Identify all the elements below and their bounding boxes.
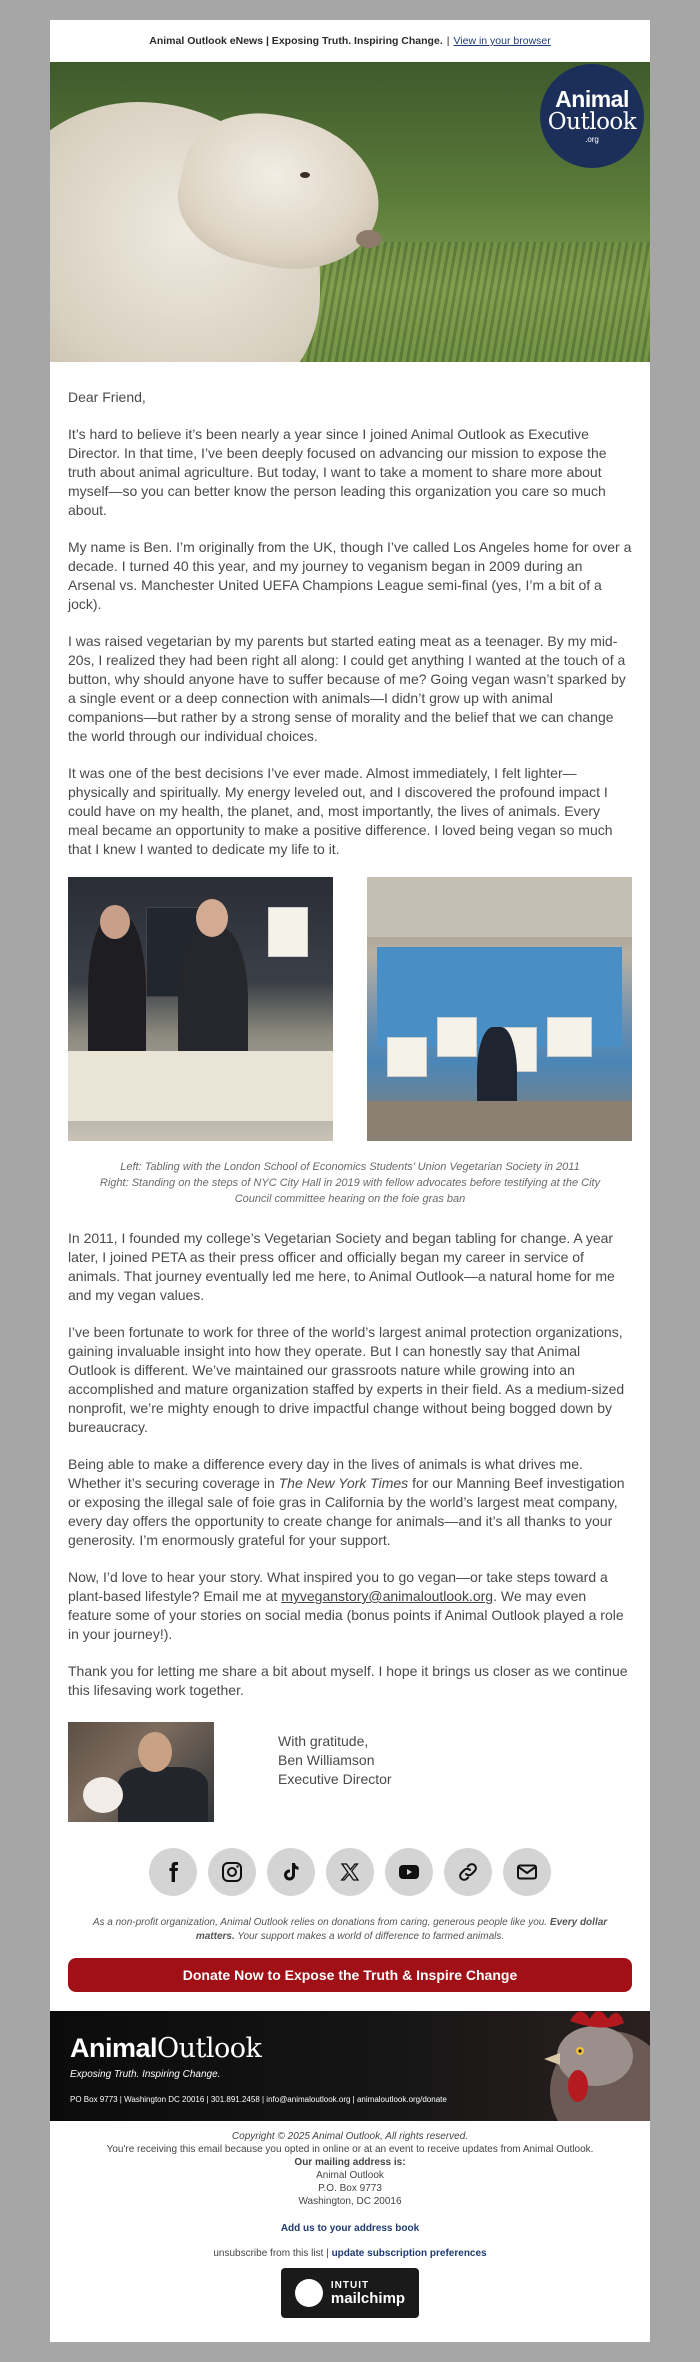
add-to-address-book-link[interactable]: Add us to your address book: [280, 2223, 420, 2234]
paragraph-7: Being able to make a difference every day in the lives of animals is what drives me. Whether it’s securing coverage in The New York Times for our Manning Beef investigation or exposing the illegal sale of foie gras in California by the world’s largest meat company, every day offers the opportunity to create change for animals—and it’s all thanks to your generosity. I’m enormously grateful for your support.: [68, 1456, 625, 1548]
social-links: [50, 1848, 650, 1896]
mailchimp-badge[interactable]: INTUIT mailchimp: [281, 2268, 419, 2318]
subscription-links: unsubscribe from this list | update subscription preferences: [213, 2248, 487, 2259]
footer-address: PO Box 9773 | Washington DC 20016 | 301.891.2458 | info@animaloutlook.org | animaloutlook.org/donate: [70, 2095, 447, 2104]
unsubscribe-link[interactable]: unsubscribe from this list: [213, 2248, 324, 2259]
opt-in-note: You're receiving this email because you opted in online or at an event to receive updates from Animal Outlook.: [106, 2144, 594, 2155]
x-icon[interactable]: [326, 1848, 374, 1896]
signature-block: [50, 1718, 650, 1822]
paragraph-6: I’ve been fortunate to work for three of the world’s largest animal protection organizations, gaining invaluable insight into how they operate. But I can honestly say that Animal Outlook is different. We’ve maintained our grassroots nature while growing into an accomplished and mature organization staffed by experts in their field. As a medium-sized nonprofit, we’re mighty enough to drive impactful change without being bogged down by bureaucracy.: [68, 1324, 625, 1435]
ben-portrait: [68, 1722, 214, 1822]
signature-text: [278, 1732, 392, 1789]
caption-right: Right: Standing on the steps of NYC City Hall in 2019 with fellow advocates before testifying at the City Council committee hearing on the foie gras ban: [99, 1177, 601, 1205]
legal-footer: [50, 2121, 650, 2260]
signer-name: Ben Williamson: [278, 1752, 375, 1768]
paragraph-1: It’s hard to believe it’s been nearly a year since I joined Animal Outlook as Executive Director. In that time, I’ve been deeply focused on advancing our mission to expose the truth about animal agriculture. But today, I want to take a moment to share more about myself—so you can better know the person leading this organization you care so much about.: [68, 426, 607, 518]
letter-body: [50, 362, 650, 859]
footer-brand: AnimalOutlook: [70, 2033, 262, 2064]
email-icon[interactable]: [503, 1848, 551, 1896]
update-preferences-link[interactable]: update subscription preferences: [331, 2248, 487, 2259]
logo-line-3: .org: [585, 135, 599, 144]
mailing-label: Our mailing address is:: [294, 2157, 406, 2168]
photo-caption: [50, 1141, 650, 1207]
nyt-title: The New York Times: [278, 1475, 409, 1491]
tiktok-icon[interactable]: [267, 1848, 315, 1896]
logo-line-2: Outlook: [547, 109, 637, 135]
preheader-tagline: Animal Outlook eNews | Exposing Truth. Inspiring Change.: [149, 35, 443, 47]
mailing-box: P.O. Box 9773: [318, 2183, 382, 2194]
vegan-story-email-link[interactable]: myveganstory@animaloutlook.org: [281, 1588, 494, 1604]
footer-banner: [50, 2011, 650, 2121]
closing: With gratitude,: [278, 1733, 369, 1749]
mailchimp-icon: [295, 2279, 323, 2307]
instagram-icon[interactable]: [208, 1848, 256, 1896]
email-container: [50, 20, 650, 2342]
paragraph-4: It was one of the best decisions I’ve ever made. Almost immediately, I felt lighter—physically and spiritually. My energy leveled out, and I discovered the profound impact I could have on my health, the planet, and, most importantly, the lives of animals. Every meal became an opportunity to make a positive difference. I loved being vegan so much that I knew I wanted to dedicate my life to it.: [68, 765, 613, 857]
copyright: Copyright © 2025 Animal Outlook, All rights reserved.: [231, 2131, 469, 2142]
paragraph-9: Thank you for letting me share a bit about myself. I hope it brings us closer as we continue this lifesaving work together.: [68, 1663, 628, 1698]
logo-line-1: Animal: [555, 86, 629, 112]
mailing-city: Washington, DC 20016: [298, 2196, 402, 2207]
footer-tagline: Exposing Truth. Inspiring Change.: [70, 2069, 221, 2080]
rooster-image: [500, 2011, 650, 2121]
facebook-icon[interactable]: [149, 1848, 197, 1896]
donate-button[interactable]: Donate Now to Expose the Truth & Inspire Change: [68, 1958, 632, 1992]
paragraph-5: In 2011, I founded my college’s Vegetarian Society and began tabling for change. A year later, I joined PETA as their press officer and officially began my career in service of animals. That journey eventually led me here, to Animal Outlook—a natural home for me and my vegan values.: [68, 1230, 615, 1303]
letter-body-continued: [50, 1207, 650, 1700]
photo-nyc-city-hall: [367, 877, 632, 1141]
hero-image: [50, 62, 650, 362]
animal-outlook-logo[interactable]: [540, 64, 644, 168]
preheader-separator: |: [446, 35, 450, 47]
paragraph-8: Now, I’d love to hear your story. What inspired you to go vegan—or take steps toward a plant-based lifestyle? Email me at myveganstory@animaloutlook.org. We may even feature some of your stories on social media (bonus points if Animal Outlook played a role in your journey!).: [68, 1569, 624, 1642]
paragraph-3: I was raised vegetarian by my parents but started eating meat as a teenager. By my mid-20s, I realized they had been right all along: I could get anything I wanted at the touch of a button, why should anyone have to suffer because of me? Going vegan wasn’t sparked by a single event or a deep connection with animals—I didn’t grow up with animal companions—but rather by a strong sense of morality and the belief that we can change the world through our individual choices.: [68, 633, 626, 744]
signer-title: Executive Director: [278, 1771, 392, 1787]
photo-tabling-lse: [68, 877, 333, 1141]
photo-row: [50, 877, 650, 1141]
youtube-icon[interactable]: [385, 1848, 433, 1896]
nonprofit-note: As a non-profit organization, Animal Outlook relies on donations from caring, generous people like you. Every dollar matters. Your support makes a world of difference to farmed animals.: [92, 1917, 608, 1942]
paragraph-2: My name is Ben. I’m originally from the UK, though I’ve called Los Angeles home for over a decade. I turned 40 this year, and my journey to veganism began in 2009 during an Arsenal vs. Manchester United UEFA Champions League semi-final (yes, I’m a bit of a jock).: [68, 539, 632, 612]
view-in-browser-link[interactable]: View in your browser: [453, 35, 551, 47]
caption-left: Left: Tabling with the London School of Economics Students’ Union Vegetarian Society in 2011: [120, 1161, 580, 1173]
mailing-org: Animal Outlook: [316, 2170, 384, 2181]
greeting: Dear Friend,: [68, 389, 146, 405]
preheader-bar: [50, 20, 650, 62]
link-icon[interactable]: [444, 1848, 492, 1896]
